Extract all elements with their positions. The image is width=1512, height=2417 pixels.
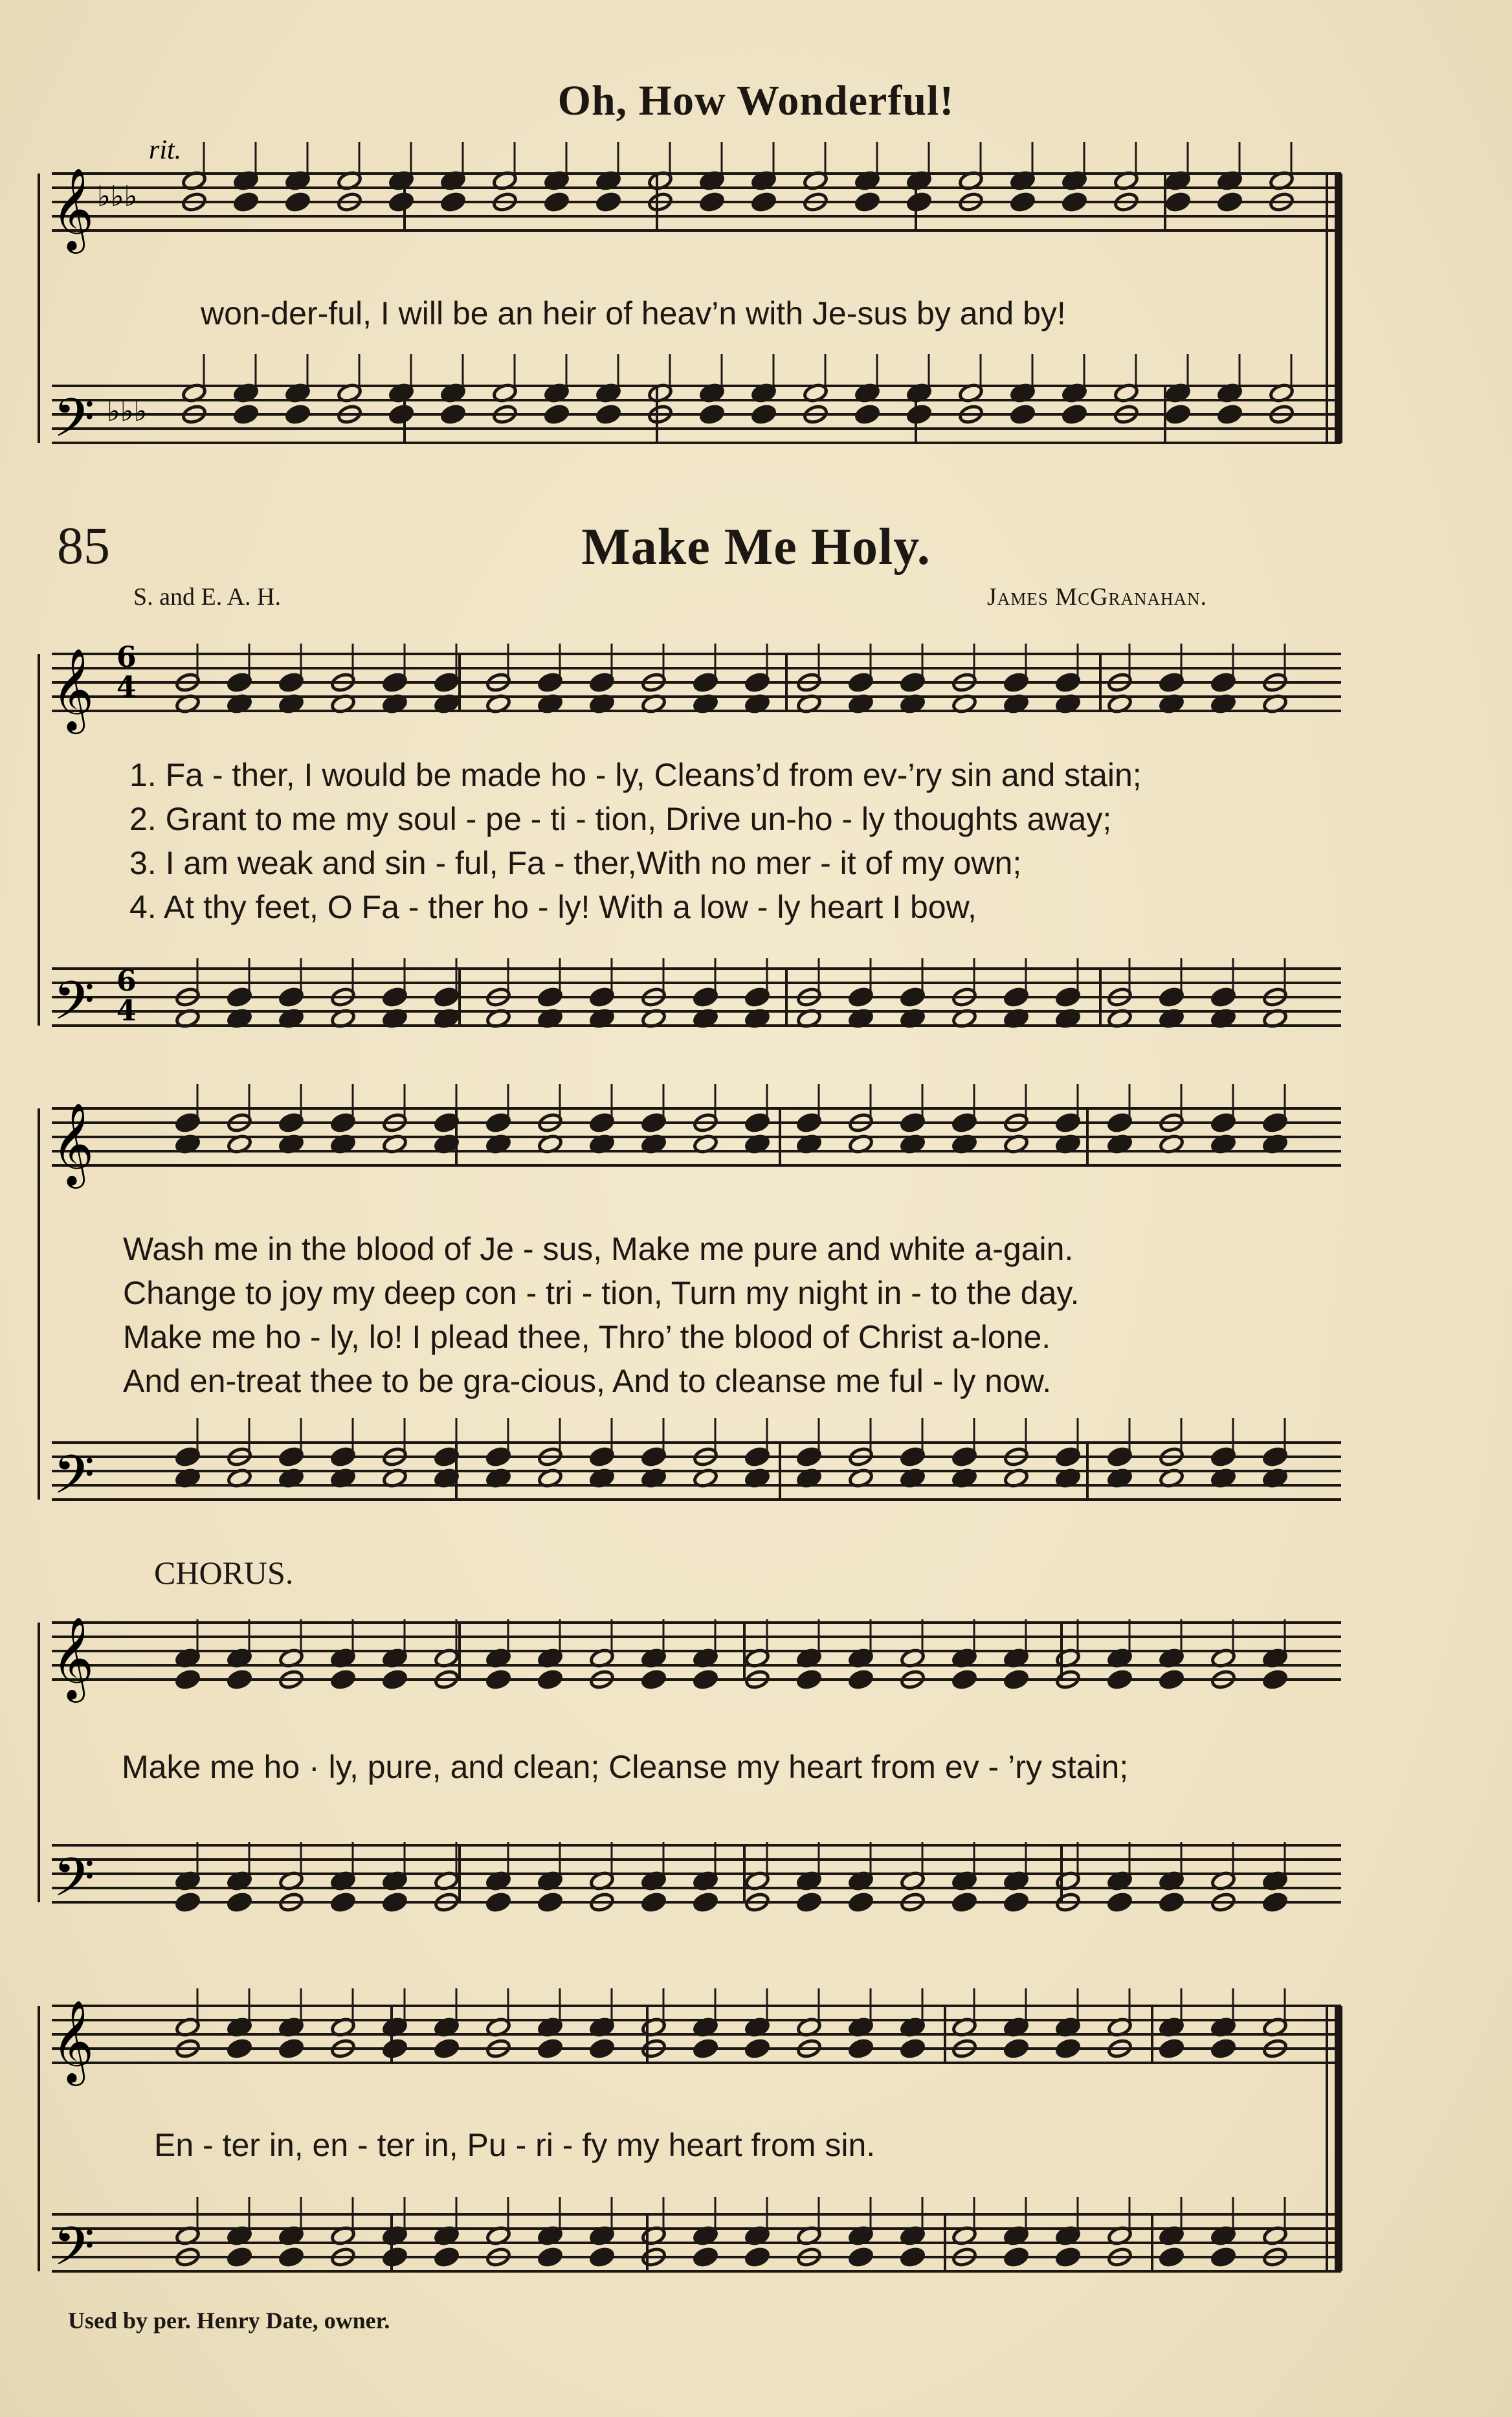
note-head [227,1892,252,1913]
note-head [848,2038,873,2059]
note-head [1159,1892,1184,1913]
note-head [900,2247,925,2267]
bass-clef-icon: 𝄢 [53,969,95,1045]
note-head [544,404,569,425]
note-head [1003,1669,1028,1690]
note-head [285,192,310,212]
note-head [1159,2247,1184,2267]
note-head [382,1669,407,1690]
note-head [233,404,258,425]
system-1-bass [52,965,1341,1045]
bass-clef-icon: 𝄢 [53,387,95,462]
note-head [1055,2247,1080,2267]
note-head [537,1669,562,1690]
note-head [744,2038,770,2059]
note-head [388,192,414,212]
hymn-title: Make Me Holy. [581,519,931,576]
note-head [906,192,931,212]
tempo-mark: rit. [149,135,182,165]
note-head [699,404,724,425]
chorus-line-2: En - ter in, en - ter in, Pu - ri - fy my heart from sin. [154,2127,876,2163]
note-head [951,1892,977,1913]
note-head [537,2038,562,2059]
note-head [1262,1669,1287,1690]
note-head [589,2038,614,2059]
note-head [1165,404,1190,425]
note-head [440,404,465,425]
note-head [440,192,465,212]
note-head [1062,192,1087,212]
note-head [1055,2038,1080,2059]
note-head [854,192,880,212]
treble-clef-icon: 𝄞 [52,1616,94,1699]
note-head [1107,1892,1132,1913]
note-head [693,2038,718,2059]
flat-signs-icon: ♭♭♭ [107,395,148,428]
note-head [1003,2247,1028,2267]
verse-1-line-1: 1. Fa - ther, I would be made ho - ly, Cleans’d from ev-’ry sin and stain; [129,757,1142,793]
time-signature: 6 [117,641,137,674]
note-head [227,1669,252,1690]
note-head [1159,2038,1184,2059]
treble-clef-icon: 𝄞 [52,167,94,250]
lyricist-credit: S. and E. A. H. [133,583,281,611]
note-head [1003,2038,1028,2059]
treble-clef-icon: 𝄞 [52,1999,94,2082]
note-head [382,2247,407,2267]
note-head [641,1669,666,1690]
note-head [227,2247,252,2267]
note-head [848,1892,873,1913]
note-head [1165,192,1190,212]
previous-hymn-lyric: won-der-ful, I will be an heir of heav’n with Je-sus by and by! [201,295,1066,332]
note-head [641,1892,666,1913]
note-head [693,2247,718,2267]
verse-3-line-1: 3. I am weak and sin - ful, Fa - ther,With no mer - it of my own; [129,845,1022,881]
note-head [330,1892,355,1913]
note-head [699,192,724,212]
note-head [537,1892,562,1913]
verse-4-line-1: 4. At thy feet, O Fa - ther ho - ly! With a low - ly heart I bow, [129,889,977,925]
note-head [744,2247,770,2267]
note-head [1210,2038,1236,2059]
note-head [848,1669,873,1690]
note-head [751,192,776,212]
notes-layer [175,142,1294,2271]
note-head [951,1669,977,1690]
treble-clef-icon: 𝄞 [52,1102,94,1185]
note-head [751,404,776,425]
bass-clef-icon: 𝄢 [53,1846,95,1922]
note-head [854,404,880,425]
treble-clef-icon: 𝄞 [52,647,94,730]
note-head [1010,404,1035,425]
note-head [434,2038,459,2059]
note-head [485,1669,511,1690]
chorus-line-1: Make me ho · ly, pure, and clean; Cleanse my heart from ev - ’ry stain; [122,1749,1129,1785]
note-head [382,2038,407,2059]
verse-2-line-1: 2. Grant to me my soul - pe - ti - tion, Drive un-ho - ly thoughts away; [129,801,1112,837]
note-head [537,2247,562,2267]
svg-text:4: 4 [117,995,137,1028]
note-head [595,192,621,212]
note-head [693,1669,718,1690]
note-head [1107,1669,1132,1690]
bass-clef-icon: 𝄢 [53,1443,95,1519]
note-head [278,2038,304,2059]
note-head [175,1669,200,1690]
hymn-number: 85 [57,516,110,575]
svg-text:6: 6 [117,965,137,998]
note-head [1217,404,1242,425]
note-head [693,1892,718,1913]
note-head [589,2247,614,2267]
note-head [1003,1892,1028,1913]
note-head [848,2247,873,2267]
note-head [796,1669,821,1690]
note-head [1210,2247,1236,2267]
note-head [900,2038,925,2059]
note-head [1262,1892,1287,1913]
note-head [434,2247,459,2267]
note-head [227,2038,252,2059]
verse-2-line-2: Change to joy my deep con - tri - tion, Turn my night in - to the day. [123,1275,1080,1311]
verse-1-line-2: Wash me in the blood of Je - sus, Make me pure and white a-gain. [123,1231,1074,1267]
note-head [233,192,258,212]
note-head [1159,1669,1184,1690]
note-head [544,192,569,212]
previous-hymn-title: Oh, How Wonderful! [557,77,955,124]
chorus-label: CHORUS. [154,1555,294,1591]
composer-credit: James McGranahan. [987,583,1208,611]
verse-3-line-2: Make me ho - ly, lo! I plead thee, Thro’ the blood of Christ a-lone. [123,1319,1051,1355]
note-head [796,1892,821,1913]
note-head [382,1892,407,1913]
note-head [595,404,621,425]
note-head [906,404,931,425]
note-head [175,1892,200,1913]
verse-4-line-2: And en-treat thee to be gra-cious, And to cleanse me ful - ly now. [123,1363,1052,1399]
flat-signs-icon: ♭♭♭ [97,180,138,213]
note-head [285,404,310,425]
note-head [485,1892,511,1913]
note-head [1217,192,1242,212]
note-head [330,1669,355,1690]
note-head [388,404,414,425]
note-head [1010,192,1035,212]
bass-clef-icon: 𝄢 [53,2215,95,2291]
note-head [278,2247,304,2267]
time-signature: 4 [117,671,137,704]
note-head [1062,404,1087,425]
copyright-footer: Used by per. Henry Date, owner. [68,2308,390,2333]
